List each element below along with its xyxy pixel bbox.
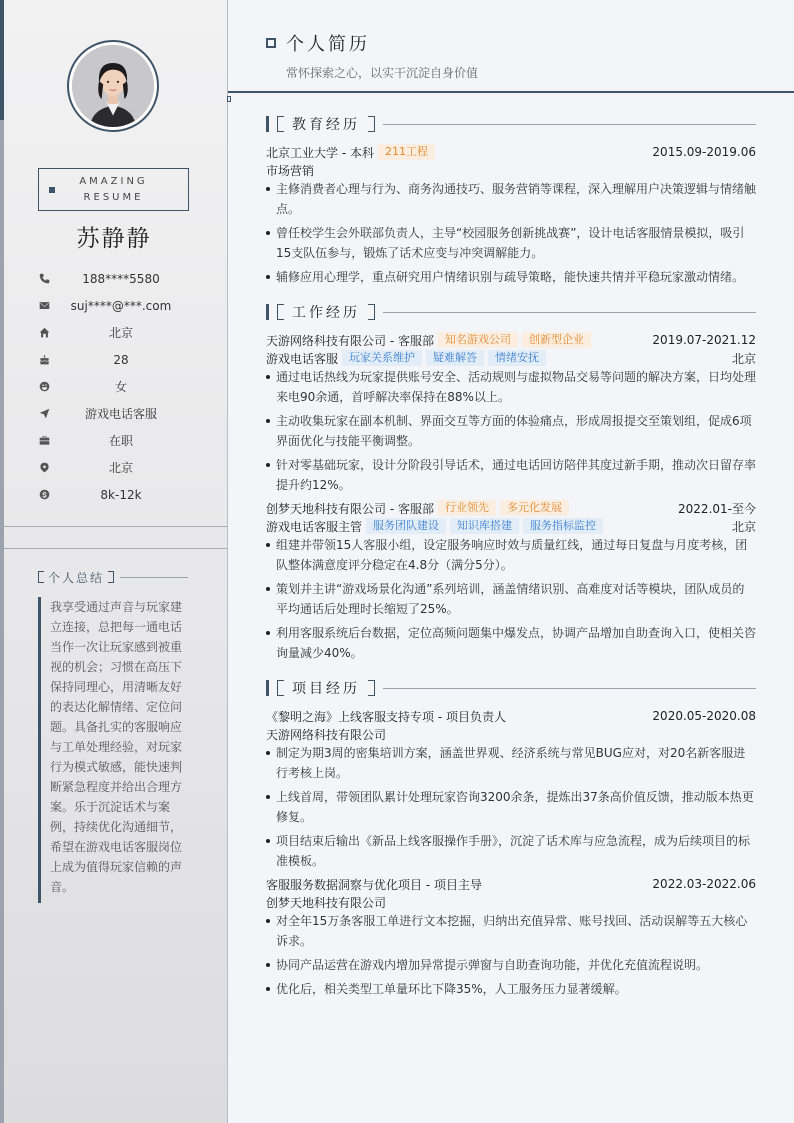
heading-rule (383, 124, 756, 125)
list-item: 上线首周，带领团队累计处理玩家咨询3200余条，提炼出37条高价值反馈，推动版本热更修复。 (266, 787, 756, 827)
job-header (266, 331, 756, 349)
job-date: 2019.07-2021.12 (652, 333, 756, 347)
project-bullets (266, 911, 756, 999)
projects-title: 项目经历 (292, 681, 360, 697)
project-bullets (266, 743, 756, 871)
heading-rule (383, 312, 756, 313)
school-tag: 211工程 (378, 144, 435, 160)
project-name: 《黎明之海》上线客服支持专项 - 项目负责人 (266, 709, 506, 724)
avatar-photo (72, 45, 154, 127)
education-entry-header (266, 143, 756, 161)
phone-value: 188****5580 (82, 271, 160, 286)
avatar (67, 40, 159, 132)
list-item: 通过电话热线为玩家提供账号安全、活动规则与虚拟物品交易等问题的解决方案，日均处理来电90余通，首呼解决率保持在88%以上。 (266, 367, 756, 407)
header-corner-icon (227, 96, 231, 102)
sidebar-divider (4, 548, 227, 549)
project-entry (266, 707, 756, 871)
job-header (266, 499, 756, 517)
project-date: 2022.03-2022.06 (652, 877, 756, 891)
heading-bar-icon (266, 116, 269, 132)
bracket-left-icon (277, 116, 284, 132)
education-date: 2015.09-2019.06 (652, 145, 756, 159)
list-item: 曾任校学生会外联部负责人，主导“校园服务创新挑战赛”，设计电话客服情景模拟，吸引15支队伍参与，锻炼了话术应变与冲突调解能力。 (266, 223, 756, 263)
page-subtitle: 常怀探索之心，以实干沉淀自身价值 (286, 66, 479, 80)
phone-icon (36, 271, 52, 287)
list-item: 利用客服系统后台数据，定位高频问题集中爆发点，协调产品增加自助查询入口，使相关咨询量减少40%。 (266, 623, 756, 663)
location-icon (36, 460, 52, 476)
list-item: 项目结束后输出《新品上线客服操作手册》，沉淀了话术库与应急流程，成为后续项目的标准模板。 (266, 831, 756, 871)
status-value: 在职 (108, 434, 133, 448)
project-entry (266, 875, 756, 999)
heading-rule (383, 688, 756, 689)
heading-rule (120, 577, 188, 578)
page-header (228, 0, 794, 93)
main-content (266, 113, 756, 1013)
project-org (266, 893, 756, 911)
badge-square-icon (49, 187, 55, 193)
info-row-salary (36, 481, 196, 508)
city-value: 北京 (108, 461, 133, 475)
list-item: 协同产品运营在游戏内增加异常提示弹窗与自助查询功能，并优化充值流程说明。 (266, 955, 756, 975)
education-title: 教育经历 (292, 117, 360, 133)
project-org-name: 天游网络科技有限公司 (266, 727, 387, 742)
sidebar-edge-strip (0, 0, 4, 1123)
skill-tag: 玩家关系维护 (342, 350, 422, 366)
company-tag: 创新型企业 (522, 332, 591, 348)
summary-heading (38, 569, 188, 585)
job-city: 北京 (731, 351, 756, 366)
job-bullets (266, 535, 756, 663)
target-job-value: 游戏电话客服 (84, 407, 157, 421)
summary-text: 我享受通过声音与玩家建立连接，总把每一通电话当作一次让玩家感到被重视的机会；习惯在高压下保持同理心，用清晰友好的表达化解情绪、定位问题。具备扎实的客服响应与工单处理经验，对玩家行为模式敏感，能快速判断紧急程度并给出合理方案。乐于沉淀话术与案例，持续优化沟通细节，希望在游戏电话客服岗位上成为值得玩家信赖的声音。 (38, 597, 188, 903)
bracket-left-icon (277, 304, 284, 320)
work-section (266, 301, 756, 663)
amazing-resume-badge (38, 168, 189, 211)
badge-line-2: RESUME (83, 192, 144, 203)
info-row-gender (36, 373, 196, 400)
skill-tag: 服务团队建设 (366, 518, 446, 534)
page-title: 个人简历 (286, 34, 370, 55)
money-icon (36, 487, 52, 503)
gender-value: 女 (114, 380, 127, 394)
project-name: 客服服务数据洞察与优化项目 - 项目主导 (266, 877, 482, 892)
skill-tag: 服务指标监控 (523, 518, 603, 534)
job-role-line (266, 517, 756, 535)
education-bullets (266, 179, 756, 287)
section-heading (266, 677, 756, 699)
badge-line-1: AMAZING (79, 176, 148, 187)
skill-tag: 疑难解答 (426, 350, 484, 366)
project-org-name: 创梦天地科技有限公司 (266, 895, 387, 910)
company-tag: 知名游戏公司 (438, 332, 518, 348)
info-row-home (36, 319, 196, 346)
list-item: 对全年15万条客服工单进行文本挖掘，归纳出充值异常、账号找回、活动误解等五大核心诉求。 (266, 911, 756, 951)
projects-section (266, 677, 756, 999)
project-date: 2020.05-2020.08 (652, 709, 756, 723)
company-name: 天游网络科技有限公司 - 客服部 (266, 333, 434, 348)
list-item: 主修消费者心理与行为、商务沟通技巧、服务营销等课程，深入理解用户决策逻辑与情绪触点。 (266, 179, 756, 219)
job-entry (266, 331, 756, 495)
project-header (266, 875, 756, 893)
heading-bar-icon (266, 680, 269, 696)
bracket-right-icon (368, 304, 375, 320)
company-tag: 多元化发展 (500, 500, 569, 516)
job-role: 游戏电话客服 (266, 351, 339, 366)
skill-tag: 情绪安抚 (488, 350, 546, 366)
candidate-name: 苏静静 (76, 226, 152, 252)
briefcase-icon (36, 433, 52, 449)
project-org (266, 725, 756, 743)
job-role-line (266, 349, 756, 367)
company-tag: 行业领先 (438, 500, 496, 516)
cake-icon (36, 352, 52, 368)
age-value: 28 (113, 352, 129, 367)
list-item: 辅修应用心理学，重点研究用户情绪识别与疏导策略，能快速共情并平稳玩家激动情绪。 (266, 267, 756, 287)
job-date: 2022.01-至今 (678, 501, 756, 516)
list-item: 制定为期3周的密集培训方案，涵盖世界观、经济系统与常见BUG应对，对20名新客服进行考核上岗。 (266, 743, 756, 783)
bracket-right-icon (108, 571, 114, 583)
person-photo-icon (72, 45, 154, 127)
job-bullets (266, 367, 756, 495)
info-row-email (36, 292, 196, 319)
salary-value: 8k-12k (100, 487, 142, 502)
bracket-right-icon (368, 680, 375, 696)
hometown-value: 北京 (108, 326, 133, 340)
list-item: 组建并带领15人客服小组，设定服务响应时效与质量红线，通过每日复盘与月度考核，团队整体满意度评分稳定在4.8分（满分5分）。 (266, 535, 756, 575)
major (266, 161, 756, 179)
company-name: 创梦天地科技有限公司 - 客服部 (266, 501, 434, 516)
info-row-city (36, 454, 196, 481)
school-name: 北京工业大学 - 本科 (266, 145, 374, 160)
work-title: 工作经历 (292, 305, 360, 321)
info-row-status (36, 427, 196, 454)
home-icon (36, 325, 52, 341)
heading-bar-icon (266, 304, 269, 320)
job-city: 北京 (731, 519, 756, 534)
sidebar-edge-accent (0, 0, 4, 120)
sidebar-divider (4, 526, 227, 527)
email-value: suj****@***.com (70, 298, 172, 313)
title-square-icon (266, 38, 276, 48)
info-row-target-job (36, 400, 196, 427)
section-heading (266, 301, 756, 323)
list-item: 优化后，相关类型工单量环比下降35%，人工服务压力显著缓解。 (266, 979, 756, 999)
bracket-right-icon (368, 116, 375, 132)
contact-info-list (36, 265, 196, 508)
smile-icon (36, 379, 52, 395)
list-item: 主动收集玩家在副本机制、界面交互等方面的体验痛点，形成周报提交至策划组，促成6项界面优化与技能平衡调整。 (266, 411, 756, 451)
job-role: 游戏电话客服主管 (266, 519, 363, 534)
sidebar (0, 0, 228, 1123)
list-item: 策划并主讲“游戏场景化沟通”系列培训，涵盖情绪识别、高难度对话等模块，团队成员的平均通话后处理时长缩短了25%。 (266, 579, 756, 619)
education-section (266, 113, 756, 287)
summary-title: 个人总结 (48, 570, 105, 585)
section-heading (266, 113, 756, 135)
info-row-phone (36, 265, 196, 292)
skill-tag: 知识库搭建 (450, 518, 519, 534)
send-icon (36, 406, 52, 422)
bracket-left-icon (277, 680, 284, 696)
list-item: 针对零基础玩家，设计分阶段引导话术，通过电话回访陪伴其度过新手期，推动次日留存率提升约12%。 (266, 455, 756, 495)
major-name: 市场营销 (266, 163, 315, 178)
mail-icon (36, 298, 52, 314)
info-row-age (36, 346, 196, 373)
project-header (266, 707, 756, 725)
job-entry (266, 499, 756, 663)
